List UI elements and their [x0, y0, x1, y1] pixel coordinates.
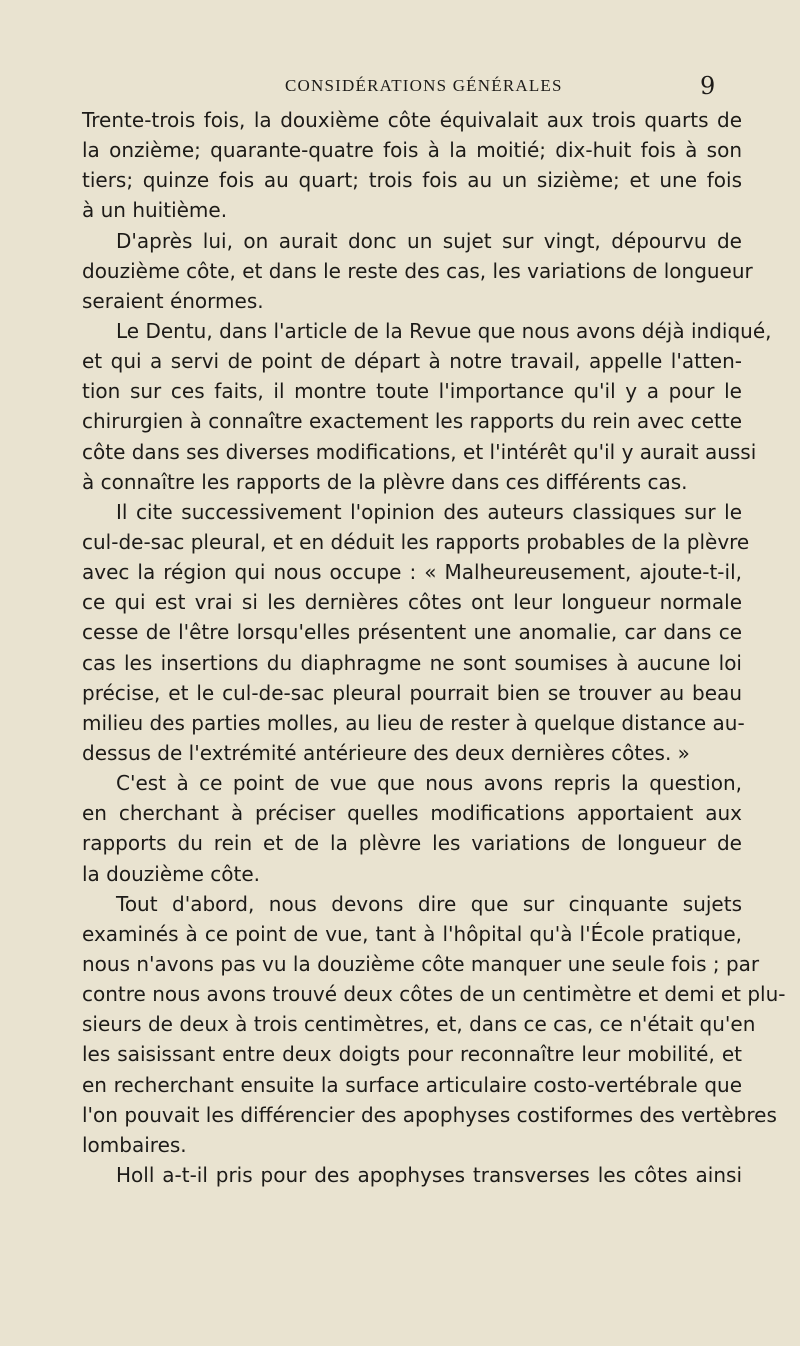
page-number: 9: [700, 72, 716, 100]
body-text: [82, 105, 786, 1190]
text-line: nous n'avons pas vu la douzième côte manquer une seule fois ; par: [82, 951, 760, 976]
running-title: CONSIDÉRATIONS GÉNÉRALES: [285, 76, 563, 95]
text-line: D'après lui, on aurait donc un sujet sur vingt, dépourvu de: [116, 228, 742, 253]
text-line: douzième côte, et dans le reste des cas, les variations de longueur: [82, 258, 753, 283]
text-line: C'est à ce point de vue que nous avons repris la question,: [116, 771, 742, 796]
text-line: précise, et le cul-de-sac pleural pourrait bien se trouver au beau: [82, 680, 742, 705]
text-line: tion sur ces faits, il montre toute l'importance qu'il y a pour le: [82, 379, 742, 404]
text-line: la douzième côte.: [82, 861, 261, 886]
text-line: Le Dentu, dans l'article de la Revue que nous avons déjà indiqué,: [116, 318, 772, 343]
text-line: seraient énormes.: [82, 288, 264, 313]
text-line: Il cite successivement l'opinion des auteurs classiques sur le: [116, 499, 742, 524]
text-line: les saisissant entre deux doigts pour reconnaître leur mobilité, et: [82, 1042, 742, 1067]
text-line: ce qui est vrai si les dernières côtes ont leur longueur normale: [82, 590, 742, 615]
text-line: examinés à ce point de vue, tant à l'hôpital qu'à l'École pratique,: [82, 921, 742, 946]
text-line: cesse de l'être lorsqu'elles présentent une anomalie, car dans ce: [82, 620, 742, 645]
text-line: en recherchant ensuite la surface articulaire costo-vertébrale que: [82, 1072, 742, 1097]
text-line: côte dans ses diverses modifications, et l'intérêt qu'il y aurait aussi: [82, 439, 757, 464]
text-line: chirurgien à connaître exactement les rapports du rein avec cette: [82, 409, 742, 434]
text-line: cas les insertions du diaphragme ne sont soumises à aucune loi: [82, 650, 742, 675]
text-line: à connaître les rapports de la plèvre dans ces différents cas.: [82, 469, 688, 494]
text-line: et qui a servi de point de départ à notre travail, appelle l'atten-: [82, 349, 742, 374]
text-line: Tout d'abord, nous devons dire que sur cinquante sujets: [116, 891, 742, 916]
running-head: [0, 70, 800, 100]
text-line: l'on pouvait les différencier des apophyses costiformes des vertèbres: [82, 1102, 777, 1127]
text-line: rapports du rein et de la plèvre les variations de longueur de: [82, 831, 742, 856]
text-line: cul-de-sac pleural, et en déduit les rapports probables de la plèvre: [82, 529, 750, 554]
text-line: à un huitième.: [82, 198, 228, 223]
text-line: la onzième; quarante-quatre fois à la moitié; dix-huit fois à son: [82, 138, 742, 163]
text-line: Trente-trois fois, la douxième côte équivalait aux trois quarts de: [82, 108, 742, 132]
text-line: Holl a-t-il pris pour des apophyses transverses les côtes ainsi: [116, 1162, 742, 1187]
text-line: sieurs de deux à trois centimètres, et, dans ce cas, ce n'était qu'en: [82, 1012, 756, 1037]
text-line: dessus de l'extrémité antérieure des deux dernières côtes. »: [82, 740, 690, 765]
text-line: tiers; quinze fois au quart; trois fois au un sizième; et une fois: [82, 168, 742, 193]
text-line: avec la région qui nous occupe : « Malheureusement, ajoute-t-il,: [82, 560, 742, 585]
text-line: contre nous avons trouvé deux côtes de un centimètre et demi et plu-: [82, 982, 786, 1007]
text-line: en cherchant à préciser quelles modifications apportaient aux: [82, 801, 742, 826]
text-line: milieu des parties molles, au lieu de rester à quelque distance au-: [82, 710, 745, 735]
text-line: lombaires.: [82, 1132, 187, 1157]
